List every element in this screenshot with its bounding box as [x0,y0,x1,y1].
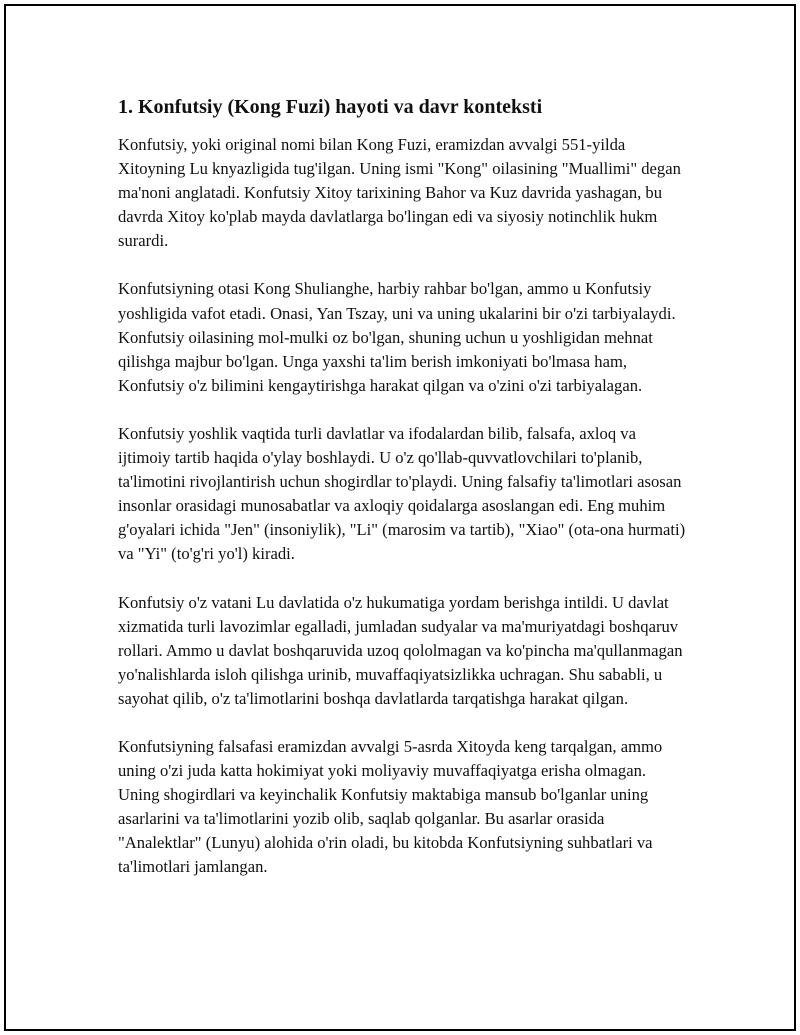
document-body [118,94,688,904]
paragraph-government: Konfutsiy o'z vatani Lu davlatida o'z hukumatiga yordam berishga intildi. U davlat xizmatida turli lavozimlar egalladi, jumladan sudyalar va ma'muriyatdagi boshqaruv rollari. Ammo u davlat boshqaruvida uzoq qololmagan va ko'pincha ma'qullanmagan yo'nalishlarda isloh qilishga urinib, muvaffaqiyatsizlikka uchragan. Shu sababli, u sayohat qilib, o'z ta'limotlarini boshqa davlatlarda tarqatishga harakat qilgan. [118,592,683,708]
section-title: 1. Konfutsiy (Kong Fuzi) hayoti va davr konteksti [118,96,543,118]
paragraph-birth: Konfutsiy, yoki original nomi bilan Kong Fuzi, eramizdan avvalgi 551-yilda Xitoyning Lu knyazligida tug'ilgan. Uning ismi "Kong" oilasining "Muallimi" degan ma'noni anglatadi. Konfutsiy Xitoy tarixining Bahor va Kuz davrida yashagan, bu davrda Xitoy ko'plab mayda davlatlarga bo'lingan edi va siyosiy notinchlik hukm surardi. [118,135,681,251]
paragraph-family: Konfutsiyning otasi Kong Shulianghe, harbiy rahbar bo'lgan, ammo u Konfutsiy yoshligida vafot etadi. Onasi, Yan Tszay, uni va uning ukalarini bir o'zi tarbiyalaydi. Konfutsiy oilasining mol-mulki oz bo'lgan, shuning uchun u yoshligidan mehnat qilishga majbur bo'lgan. Unga yaxshi ta'lim berish imkoniyati bo'lmasa ham, Konfutsiy o'z bilimini kengaytirishga harakat qilgan va o'zini o'zi tarbiyalagan. [118,279,676,395]
paragraph-philosophy: Konfutsiy yoshlik vaqtida turli davlatlar va ifodalardan bilib, falsafa, axloq va ijtimoiy tartib haqida o'ylay boshlaydi. U o'z qo'llab-quvvatlovchilari to'planib, ta'limotini rivojlantirish uchun shogirdlar to'playdi. Uning falsafiy ta'limotlari asosan insonlar orasidagi munosabatlar va axloqiy qoidalarga asoslangan edi. Eng muhim g'oyalari ichida "Jen" (insoniylik), "Li" (marosim va tartib), "Xiao" (ota-ona hurmati) va "Yi" (to'g'ri yo'l) kiradi. [118,423,686,564]
paragraph-legacy: Konfutsiyning falsafasi eramizdan avvalgi 5-asrda Xitoyda keng tarqalgan, ammo uning o'zi juda katta hokimiyat yoki moliyaviy muvaffaqiyatga erisha olmagan. Uning shogirdlari va keyinchalik Konfutsiy maktabiga mansub bo'lganlar uning asarlarini va ta'limotlarini yozib olib, saqlab qolganlar. Bu asarlar orasida "Analektlar" (Lunyu) alohida o'rin oladi, bu kitobda Konfutsiyning suhbatlari va ta'limotlari jamlangan. [118,736,663,877]
